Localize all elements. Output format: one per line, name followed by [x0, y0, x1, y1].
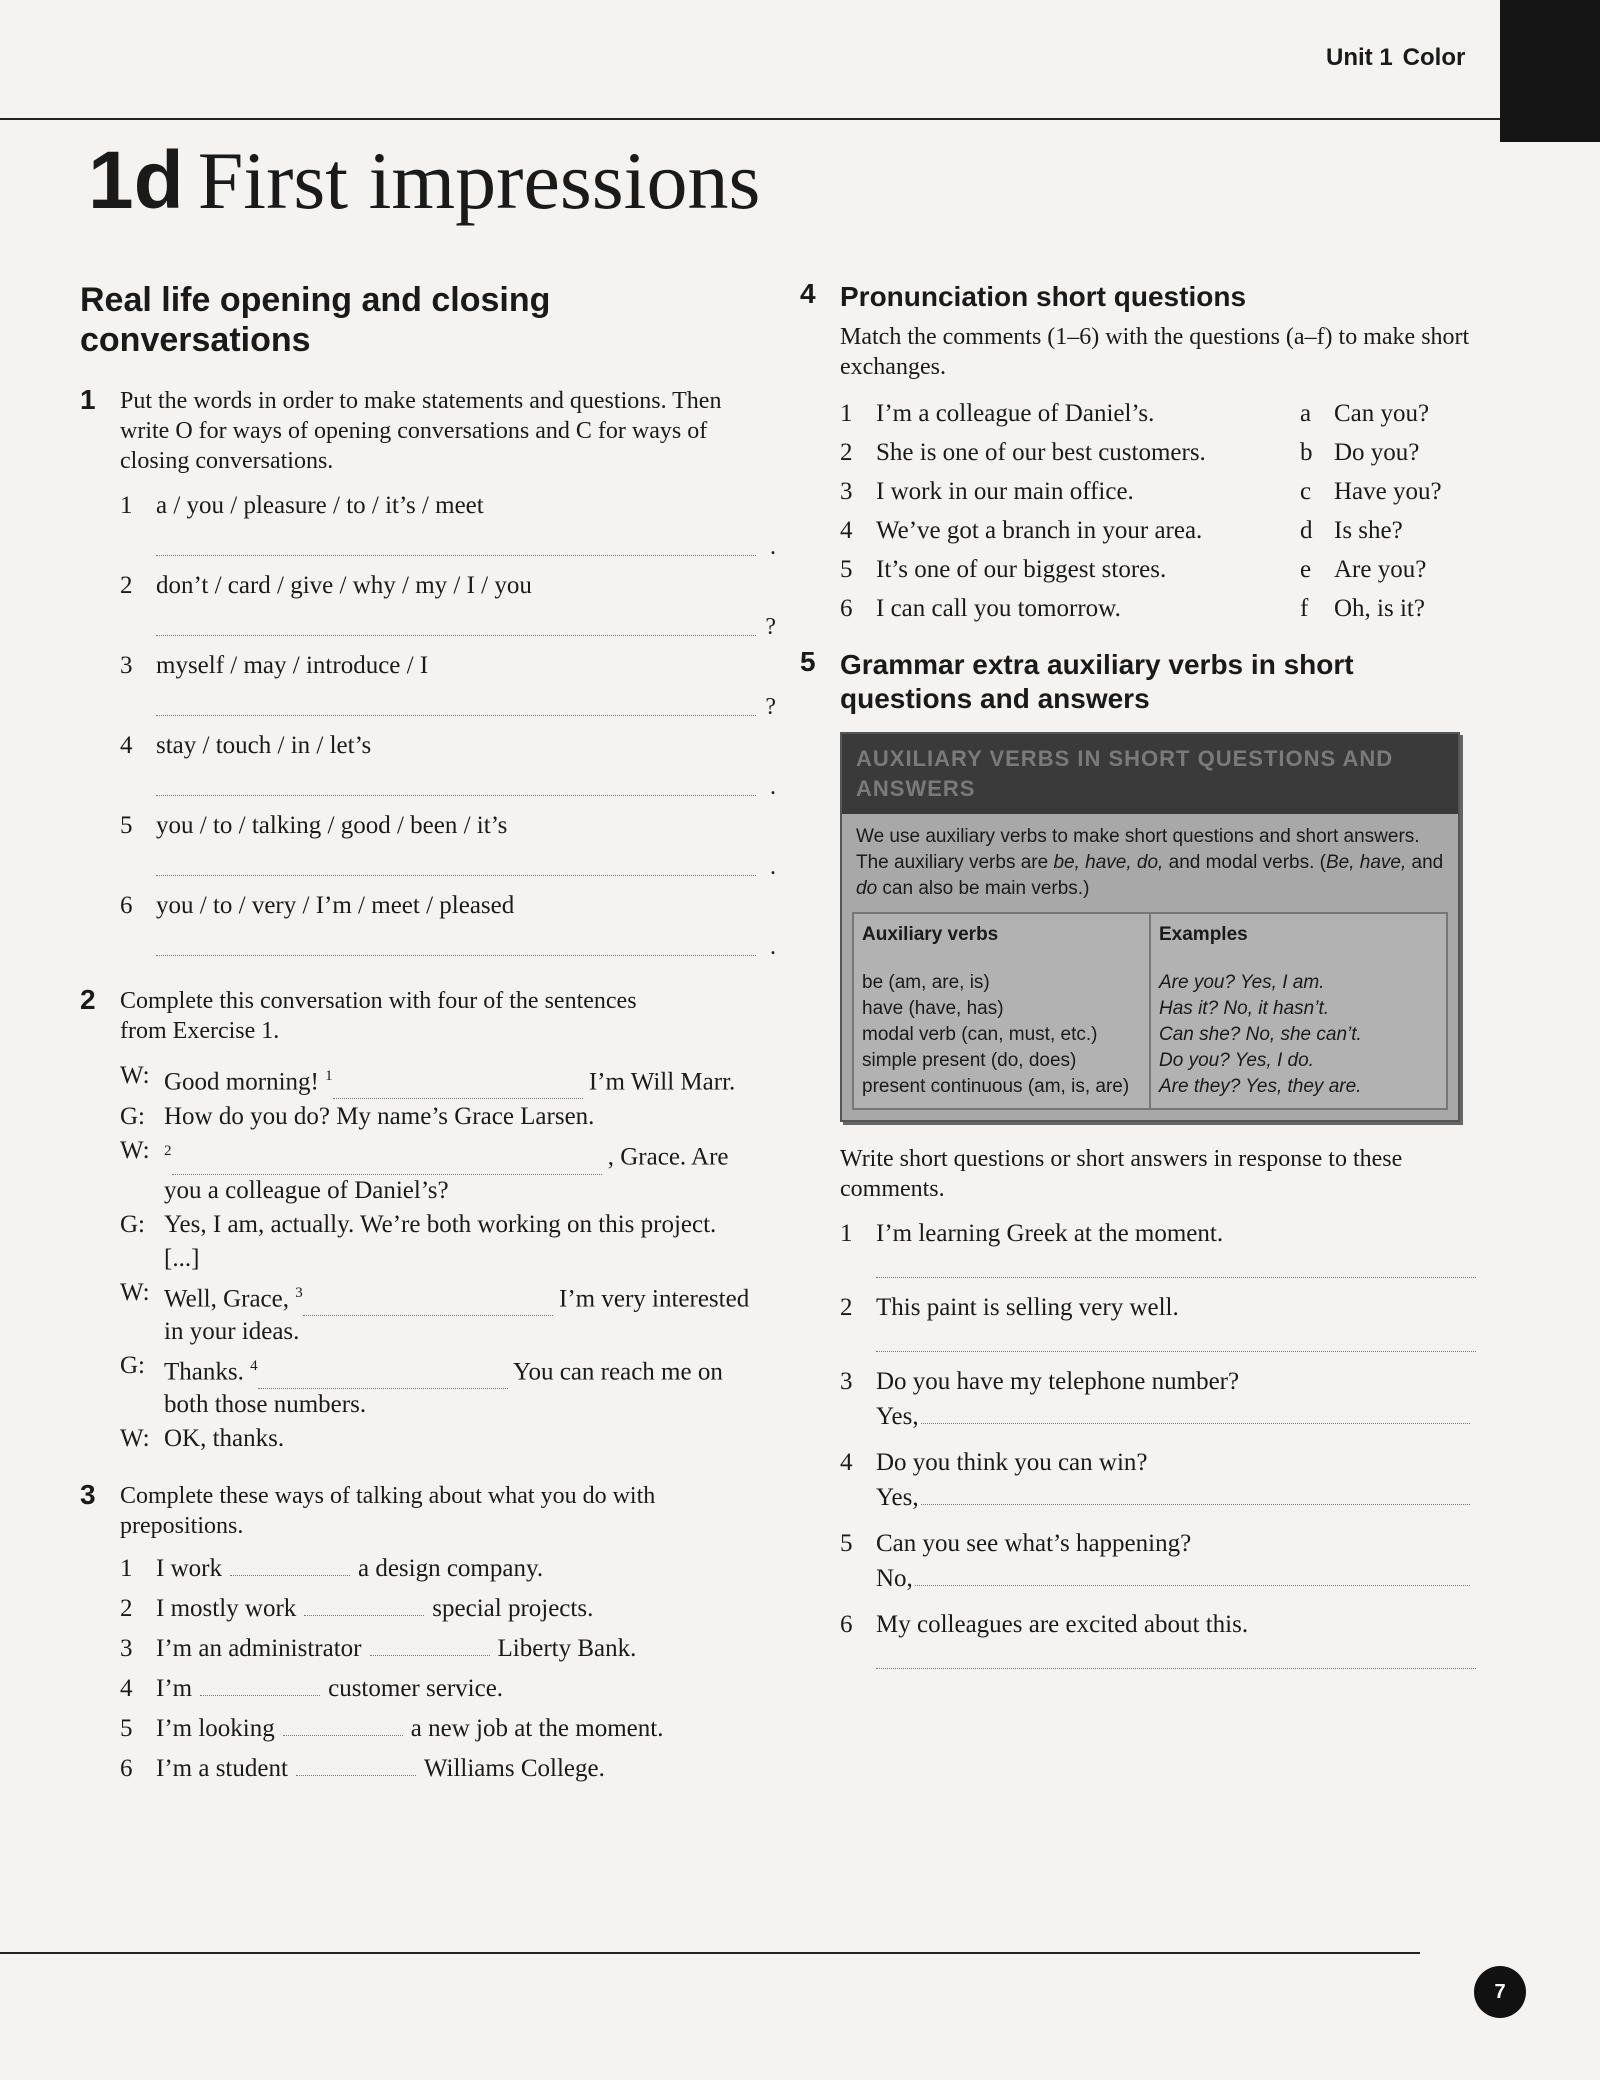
- comment-text: We’ve got a branch in your area.: [876, 517, 1203, 544]
- line-text: [164, 1135, 760, 1206]
- item-number: 4: [840, 1449, 853, 1476]
- item-words: a / you / pleasure / to / it’s / meet: [156, 492, 484, 519]
- item-number: 1: [120, 1555, 133, 1583]
- item-prompt: [840, 1292, 1470, 1324]
- aux-verb: modal verb (can, must, etc.): [862, 1024, 1098, 1045]
- line-text: [164, 1423, 760, 1455]
- word-order-item: [120, 490, 760, 522]
- aux-verb: have (have, has): [862, 998, 1004, 1019]
- item-number: 3: [840, 1368, 853, 1395]
- item-number: 4: [120, 1675, 133, 1703]
- end-punctuation: ?: [765, 614, 776, 640]
- item-number: 5: [120, 1715, 133, 1743]
- word-order-item: [120, 650, 760, 682]
- exercise-heading: Pronunciation short questions: [840, 281, 1247, 312]
- item-letter: f: [1300, 595, 1309, 622]
- question-item: [1300, 511, 1470, 550]
- gap-number: 3: [295, 1284, 303, 1301]
- item-text: My colleagues are excited about this.: [876, 1611, 1249, 1638]
- examples-column: [1151, 914, 1446, 1108]
- item-number: 6: [840, 1611, 853, 1638]
- item-text-before: I mostly work: [156, 1595, 297, 1623]
- item-number: 1: [840, 1220, 853, 1247]
- question-item: [1300, 472, 1470, 511]
- item-number: 4: [840, 517, 853, 544]
- exercise-number: 4: [800, 278, 816, 309]
- line-text-before: OK, thanks.: [164, 1425, 285, 1453]
- answer-prefix: Yes,: [876, 1403, 919, 1430]
- comment-text: I’m a colleague of Daniel’s.: [876, 400, 1155, 427]
- item-text-before: I’m a student: [156, 1755, 288, 1783]
- intro-text-part: be, have, do,: [1053, 852, 1164, 873]
- answer-line[interactable]: [876, 1252, 1476, 1278]
- word-order-item: [120, 730, 760, 762]
- line-text: [164, 1277, 760, 1348]
- conversation: [120, 1060, 760, 1455]
- item-number: 1: [840, 400, 853, 427]
- intro-text-part: and: [1406, 852, 1444, 873]
- item-text-after: Liberty Bank.: [497, 1635, 637, 1663]
- item-number: 2: [840, 439, 853, 466]
- line-text-after: I’m Will Marr.: [588, 1068, 736, 1096]
- grammar-box-title: AUXILIARY VERBS IN SHORT QUESTIONS AND ANSWERS: [842, 734, 1458, 814]
- question-item: [1300, 589, 1470, 628]
- intro-text-part: Be, have,: [1325, 852, 1407, 873]
- exercise-instruction: Match the comments (1–6) with the questions (a–f) to make short exchanges.: [840, 324, 1470, 380]
- line-text-before: How do you do? My name’s Grace Larsen.: [164, 1103, 595, 1131]
- dialogue-line: [120, 1101, 760, 1133]
- exercise-instruction: Write short questions or short answers in response to these comments.: [840, 1146, 1403, 1202]
- preposition-item: [120, 1589, 760, 1629]
- item-text-before: I’m looking: [156, 1715, 275, 1743]
- exercise-number: 2: [80, 984, 96, 1015]
- unit-label: [1326, 44, 1465, 72]
- intro-text-part: can also be main verbs.): [877, 878, 1090, 899]
- answer-gap[interactable]: [200, 1672, 320, 1696]
- item-text: Can you see what’s happening?: [876, 1530, 1192, 1557]
- exercise-instruction: Complete this conversation with four of the sentences from Exercise 1.: [120, 988, 637, 1044]
- exercise-4: [800, 280, 1470, 628]
- answer-line[interactable]: [156, 766, 776, 800]
- answer-line[interactable]: [921, 1479, 1470, 1505]
- aux-example: Has it? No, it hasn’t.: [1159, 998, 1330, 1019]
- answer-line[interactable]: [876, 1643, 1476, 1669]
- gap-number: 4: [250, 1357, 258, 1374]
- grammar-box-intro: [842, 814, 1458, 912]
- dialogue-line: [120, 1423, 760, 1455]
- intro-text-part: do: [856, 878, 878, 899]
- item-number: 3: [120, 652, 133, 679]
- answer-gap[interactable]: [283, 1712, 403, 1736]
- answer-line[interactable]: [156, 606, 776, 640]
- line-text: [164, 1350, 760, 1421]
- answer-line[interactable]: [876, 1326, 1476, 1352]
- preposition-item: [120, 1749, 760, 1789]
- comments-list: [840, 394, 1206, 628]
- end-punctuation: .: [770, 934, 776, 960]
- exercise-1: [80, 384, 776, 960]
- item-number: 4: [120, 732, 133, 759]
- column-header: Examples: [1159, 924, 1248, 945]
- short-answer-item: [840, 1447, 1470, 1514]
- answer-line[interactable]: [921, 1398, 1470, 1424]
- item-words: myself / may / introduce / I: [156, 652, 429, 679]
- item-number: 5: [840, 1530, 853, 1557]
- comment-item: [840, 589, 1206, 628]
- answer-prefix-row: [876, 1479, 1470, 1514]
- exercise-heading: Grammar extra auxiliary verbs in short questions and answers: [840, 649, 1354, 714]
- short-answer-item: [840, 1292, 1470, 1352]
- item-text: I’m learning Greek at the moment.: [876, 1220, 1224, 1247]
- answer-gap[interactable]: [258, 1356, 508, 1389]
- end-punctuation: ?: [765, 694, 776, 720]
- line-text: [164, 1209, 760, 1241]
- speaker: W:: [120, 1062, 150, 1089]
- item-text: Do you think you can win?: [876, 1449, 1148, 1476]
- aux-verb: simple present (do, does): [862, 1050, 1077, 1071]
- answer-gap[interactable]: [370, 1632, 490, 1656]
- item-prompt: [840, 1609, 1470, 1641]
- aux-verb: be (am, are, is): [862, 972, 990, 993]
- item-words: you / to / very / I’m / meet / pleased: [156, 892, 515, 919]
- short-answer-item: [840, 1609, 1470, 1669]
- lesson-title: First impressions: [197, 135, 761, 226]
- item-number: 3: [840, 478, 853, 505]
- unit-number: Unit 1: [1326, 44, 1393, 71]
- lesson-code: 1d: [88, 135, 184, 226]
- short-answer-item: [840, 1218, 1470, 1278]
- item-number: 5: [840, 556, 853, 583]
- exercise-3-items: [120, 1549, 760, 1789]
- exercise-number: 1: [80, 384, 96, 415]
- column-header: Auxiliary verbs: [862, 924, 999, 945]
- item-number: 2: [840, 1294, 853, 1321]
- item-number: 2: [120, 572, 133, 599]
- question-text: Have you?: [1334, 478, 1442, 505]
- answer-gap[interactable]: [296, 1752, 416, 1776]
- speaker: [120, 1243, 164, 1275]
- item-number: 3: [120, 1635, 133, 1663]
- item-text-after: a design company.: [357, 1555, 544, 1583]
- question-item: [1300, 433, 1470, 472]
- word-order-item: [120, 570, 760, 602]
- matching-lists: [840, 394, 1470, 628]
- answer-line[interactable]: [156, 686, 776, 720]
- answer-line[interactable]: [156, 926, 776, 960]
- dialogue-line: [120, 1060, 760, 1099]
- short-answer-item: [840, 1528, 1470, 1595]
- answer-prefix: Yes,: [876, 1484, 919, 1511]
- answer-prefix-row: [876, 1560, 1470, 1595]
- line-text-before: Thanks.: [164, 1358, 244, 1386]
- item-text-before: I work: [156, 1555, 222, 1583]
- intro-text-part: We use auxiliary verbs to make short questions and short answers. The auxiliary verbs are: [856, 826, 1420, 873]
- grammar-table: [852, 912, 1448, 1110]
- question-item: [1300, 550, 1470, 589]
- grammar-box: [840, 732, 1460, 1122]
- item-number: 1: [120, 492, 133, 519]
- question-text: Are you?: [1334, 556, 1427, 583]
- dialogue-line: [120, 1243, 760, 1275]
- item-prompt: [840, 1218, 1470, 1250]
- exercise-3: [80, 1481, 760, 1789]
- answer-gap[interactable]: [303, 1283, 553, 1316]
- comment-text: I can call you tomorrow.: [876, 595, 1121, 622]
- line-text: [164, 1060, 760, 1099]
- item-text-after: Williams College.: [423, 1755, 605, 1783]
- item-words: don’t / card / give / why / my / I / you: [156, 572, 532, 599]
- word-order-item: [120, 890, 760, 922]
- item-text-after: a new job at the moment.: [410, 1715, 664, 1743]
- question-item: [1300, 394, 1470, 433]
- short-answer-item: [840, 1366, 1470, 1433]
- aux-example: Can she? No, she can’t.: [1159, 1024, 1362, 1045]
- item-text: Do you have my telephone number?: [876, 1368, 1240, 1395]
- answer-gap[interactable]: [333, 1066, 583, 1099]
- comment-item: [840, 550, 1206, 589]
- exercise-number: 5: [800, 646, 816, 677]
- bottom-rule: [0, 1952, 1420, 1954]
- answer-line[interactable]: [156, 846, 776, 880]
- exercise-instruction: Complete these ways of talking about what you do with prepositions.: [120, 1483, 656, 1540]
- section-heading: Real life opening and closing conversations: [80, 281, 551, 359]
- exercise-2: [80, 986, 760, 1455]
- speaker: W:: [120, 1278, 150, 1306]
- exercise-5: [800, 648, 1470, 1669]
- top-rule: [0, 118, 1500, 120]
- preposition-item: [120, 1549, 760, 1589]
- gap-number: 1: [325, 1068, 333, 1084]
- line-text-after: I’m very interested in your ideas.: [164, 1284, 750, 1345]
- item-words: stay / touch / in / let’s: [156, 732, 372, 759]
- exercise-1-items: [120, 490, 776, 960]
- item-prompt: [840, 1447, 1470, 1479]
- gap-number: 2: [164, 1143, 172, 1160]
- answer-gap[interactable]: [230, 1552, 350, 1576]
- item-letter: b: [1300, 439, 1313, 466]
- item-text-after: customer service.: [328, 1675, 504, 1703]
- comment-text: It’s one of our biggest stores.: [876, 556, 1167, 583]
- comment-text: She is one of our best customers.: [876, 439, 1206, 466]
- examples-list: [1159, 970, 1438, 1100]
- item-letter: e: [1300, 556, 1312, 583]
- answer-gap[interactable]: [172, 1142, 602, 1175]
- line-text: [164, 1101, 760, 1133]
- aux-verbs-list: [862, 970, 1141, 1100]
- item-prompt: [840, 1528, 1470, 1560]
- aux-example: Do you? Yes, I do.: [1159, 1050, 1314, 1071]
- answer-line[interactable]: [915, 1560, 1470, 1586]
- end-punctuation: .: [770, 774, 776, 800]
- line-text: [164, 1243, 760, 1275]
- line-text-before: Yes, I am, actually. We’re both working on this project.: [164, 1210, 717, 1238]
- comment-item: [840, 433, 1206, 472]
- comment-text: I work in our main office.: [876, 478, 1134, 505]
- dialogue-line: [120, 1209, 760, 1241]
- line-text-after: , Grace. Are you a colleague of Daniel’s?: [164, 1143, 729, 1204]
- word-order-item: [120, 810, 760, 842]
- question-text: Oh, is it?: [1334, 595, 1425, 622]
- item-number: 5: [120, 812, 133, 839]
- question-text: Is she?: [1334, 517, 1403, 544]
- intro-text-part: and modal verbs. (: [1163, 852, 1326, 873]
- line-text-before: [...]: [164, 1244, 200, 1272]
- page-title: [88, 135, 761, 226]
- item-text: This paint is selling very well.: [876, 1294, 1179, 1321]
- speaker: G:: [120, 1103, 145, 1131]
- answer-gap[interactable]: [304, 1592, 424, 1616]
- page-number: 7: [1474, 1966, 1526, 2018]
- item-number: 6: [120, 892, 133, 919]
- preposition-item: [120, 1709, 760, 1749]
- exercise-5-items: [840, 1218, 1470, 1669]
- right-column: [800, 280, 1470, 1695]
- question-text: Can you?: [1334, 400, 1430, 427]
- dialogue-line: [120, 1350, 760, 1421]
- item-prompt: [840, 1366, 1470, 1398]
- item-letter: c: [1300, 478, 1312, 505]
- aux-example: Are you? Yes, I am.: [1159, 972, 1325, 993]
- line-text-after: You can reach me on both those numbers.: [164, 1358, 723, 1419]
- answer-prefix-row: [876, 1398, 1470, 1433]
- question-text: Do you?: [1334, 439, 1420, 466]
- item-number: 6: [120, 1755, 133, 1783]
- item-letter: d: [1300, 517, 1313, 544]
- preposition-item: [120, 1669, 760, 1709]
- dialogue-line: [120, 1277, 760, 1348]
- item-number: 6: [840, 595, 853, 622]
- dialogue-line: [120, 1135, 760, 1206]
- comment-item: [840, 511, 1206, 550]
- item-text-before: I’m: [156, 1675, 193, 1703]
- speaker: G:: [120, 1210, 145, 1238]
- item-words: you / to / talking / good / been / it’s: [156, 812, 508, 839]
- exercise-instruction: Put the words in order to make statements and questions. Then write O for ways of opening conversations and C for ways of closing conversations.: [120, 388, 722, 474]
- item-text-after: special projects.: [432, 1595, 594, 1623]
- item-text-before: I’m an administrator: [156, 1635, 362, 1663]
- comment-item: [840, 472, 1206, 511]
- questions-list: [1300, 394, 1470, 628]
- exercise-number: 3: [80, 1479, 96, 1511]
- end-punctuation: .: [770, 854, 776, 880]
- aux-example: Are they? Yes, they are.: [1159, 1076, 1362, 1097]
- item-number: 2: [120, 1595, 133, 1623]
- comment-item: [840, 394, 1206, 433]
- speaker: G:: [120, 1351, 145, 1379]
- line-text-before: Well, Grace,: [164, 1284, 289, 1312]
- line-text-before: Good morning!: [164, 1068, 319, 1096]
- answer-prefix: No,: [876, 1565, 913, 1592]
- preposition-item: [120, 1629, 760, 1669]
- corner-tab: [1500, 0, 1600, 142]
- left-column: [80, 280, 776, 1815]
- aux-verb: present continuous (am, is, are): [862, 1076, 1130, 1097]
- unit-title: Color: [1402, 44, 1466, 71]
- aux-verbs-column: [854, 914, 1151, 1108]
- end-punctuation: .: [770, 534, 776, 560]
- item-letter: a: [1300, 400, 1312, 427]
- speaker: W:: [120, 1137, 150, 1165]
- speaker: W:: [120, 1425, 150, 1453]
- answer-line[interactable]: [156, 526, 776, 560]
